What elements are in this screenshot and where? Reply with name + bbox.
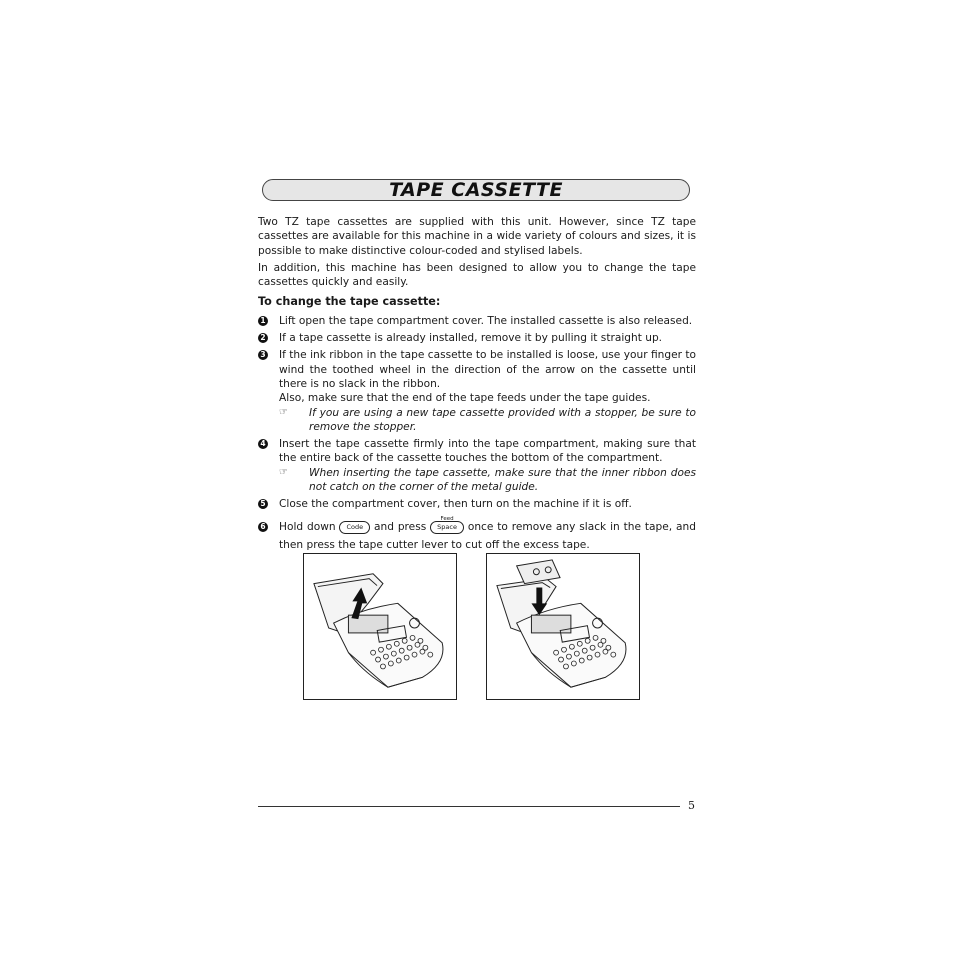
step-6 bbox=[258, 515, 696, 554]
pointing-hand-icon: ☞ bbox=[279, 406, 288, 418]
intro-paragraph-2: In addition, this machine has been designed to allow you to change the tape cassettes quickly and easily. bbox=[258, 261, 696, 289]
step-text: Hold down bbox=[279, 520, 336, 533]
pointing-hand-icon: ☞ bbox=[279, 466, 288, 478]
step-number: 1 bbox=[258, 316, 268, 326]
step-text: once to remove any slack in the tape, and then press the tape cutter lever to cut off the excess tape. bbox=[279, 520, 696, 551]
step-number: 6 bbox=[258, 522, 268, 532]
step-text: Insert the tape cassette firmly into the tape compartment, making sure that the entire back of the cassette touches the bottom of the compartment. bbox=[279, 438, 696, 465]
step-number: 4 bbox=[258, 439, 268, 449]
section-heading: To change the tape cassette: bbox=[258, 295, 441, 309]
step-4 bbox=[258, 437, 696, 494]
step-text: Lift open the tape compartment cover. The installed cassette is also released. bbox=[279, 314, 693, 327]
step-text: and press bbox=[374, 520, 427, 533]
note bbox=[279, 406, 696, 435]
step-number: 2 bbox=[258, 333, 268, 343]
key-sublabel: Feed bbox=[440, 515, 454, 522]
label-printer-insert-cassette-icon bbox=[487, 554, 639, 699]
step-text: If a tape cassette is already installed, remove it by pulling it straight up. bbox=[279, 332, 663, 345]
step-5 bbox=[258, 497, 696, 511]
illustration-remove-cassette bbox=[303, 553, 457, 700]
note-text: If you are using a new tape cassette provided with a stopper, be sure to remove the stopper. bbox=[309, 406, 696, 433]
title-banner bbox=[262, 179, 690, 201]
code-key-icon bbox=[339, 521, 370, 534]
note bbox=[279, 466, 696, 495]
step-text: Close the compartment cover, then turn on the machine if it is off. bbox=[279, 498, 632, 511]
step-number: 3 bbox=[258, 350, 268, 360]
step-3 bbox=[258, 348, 696, 434]
page-title: TAPE CASSETTE bbox=[389, 179, 563, 201]
space-key-icon bbox=[430, 515, 464, 534]
footer-rule bbox=[258, 806, 680, 807]
intro-paragraph-1: Two TZ tape cassettes are supplied with this unit. However, since TZ tape cassettes are available for this machine in a wide variety of colours and sizes, it is possible to make distinctive colour-coded and stylised labels. bbox=[258, 216, 696, 257]
label-printer-open-cover-icon bbox=[304, 554, 456, 699]
key-text: Space bbox=[437, 522, 457, 531]
key-text: Code bbox=[346, 522, 364, 531]
step-number: 5 bbox=[258, 499, 268, 509]
page-number: 5 bbox=[688, 799, 695, 812]
step-1 bbox=[258, 314, 696, 328]
note-text: When inserting the tape cassette, make sure that the inner ribbon does not catch on the corner of the metal guide. bbox=[309, 466, 696, 494]
step-extra-text: Also, make sure that the end of the tape feeds under the tape guides. bbox=[279, 392, 651, 405]
step-text: If the ink ribbon in the tape cassette to be installed is loose, use your finger to wind the toothed wheel in the direction of the arrow on the cassette until there is no slack in the ribbon. bbox=[279, 349, 696, 390]
illustration-insert-cassette bbox=[486, 553, 640, 700]
main-content bbox=[258, 215, 696, 557]
step-2 bbox=[258, 331, 696, 345]
